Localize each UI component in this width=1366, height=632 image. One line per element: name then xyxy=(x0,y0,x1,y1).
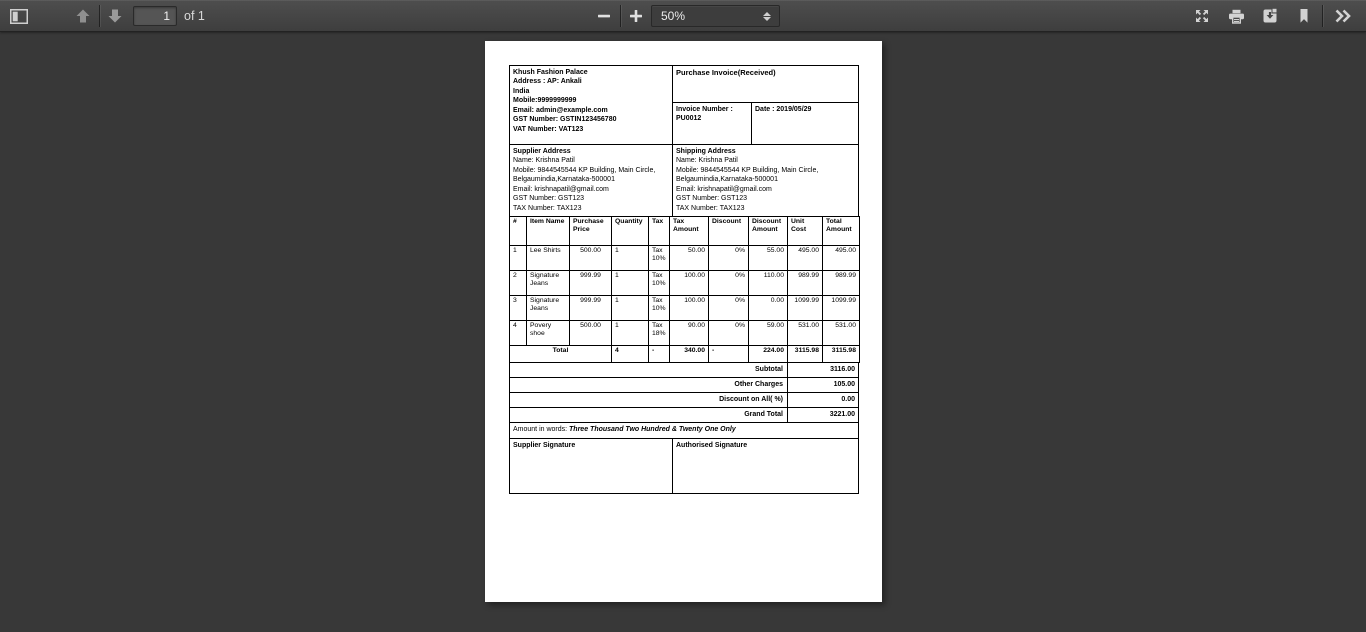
pdf-page xyxy=(485,41,882,602)
presentation-mode-icon xyxy=(1194,8,1210,24)
summary-row-grand-total: Grand Total 3221.00 xyxy=(509,407,859,423)
items-header-row: # Item Name Purchase Price Quantity Tax Tax Amount Discount Discount Amount Unit Cost Total Amount xyxy=(510,217,860,246)
company-name: Khush Fashion Palace xyxy=(513,69,588,76)
supplier-signature: Supplier Signature xyxy=(510,439,673,493)
zoom-select-value: 50% xyxy=(661,9,686,23)
zoom-in-icon xyxy=(628,8,644,24)
bookmark-icon xyxy=(1296,8,1312,24)
download-button[interactable] xyxy=(1257,3,1283,29)
item-row: 4 Povery shoe 500.00 1 Tax 18% 90.00 0% 59.00 531.00 531.00 xyxy=(510,321,860,346)
invoice-title: Purchase Invoice(Received) xyxy=(673,66,858,103)
items-total-row: Total 4 - 340.00 - 224.00 3115.98 3115.98 xyxy=(510,346,860,363)
toolbar-separator xyxy=(1322,5,1323,27)
more-tools-button[interactable] xyxy=(1330,3,1356,29)
signatures xyxy=(509,438,859,494)
page-up-button[interactable] xyxy=(70,3,96,29)
toolbar-separator xyxy=(99,5,100,27)
sidebar-toggle-button[interactable] xyxy=(6,3,32,29)
more-tools-icon xyxy=(1334,9,1352,23)
download-icon xyxy=(1262,8,1278,24)
amount-in-words: Amount in words: Three Thousand Two Hundred & Twenty One Only xyxy=(509,422,859,439)
invoice-date: Date : 2019/05/29 xyxy=(755,106,812,113)
zoom-select-spinner-icon xyxy=(763,12,779,21)
supplier-address: Supplier Address Name: Krishna Patil Mobile: 9844545544 KP Building, Main Circle, Belgaumindia,Karnataka-500001 Email: krishnapatil@gmail.com GST Number: GST123 TAX Number: TAX123 xyxy=(510,145,673,216)
item-row: 1 Lee Shirts 500.00 1 Tax 10% 50.00 0% 55.00 495.00 495.00 xyxy=(510,246,860,271)
zoom-select[interactable] xyxy=(651,5,780,27)
presentation-mode-button[interactable] xyxy=(1189,3,1215,29)
page-up-icon xyxy=(75,8,91,24)
summary-row-other-charges: Other Charges 105.00 xyxy=(509,377,859,393)
page-count-label: of 1 xyxy=(184,9,205,23)
addresses xyxy=(509,144,859,217)
authorised-signature: Authorised Signature xyxy=(676,442,748,449)
invoice-header xyxy=(509,65,859,145)
toolbar xyxy=(0,0,1366,32)
sidebar-toggle-icon xyxy=(10,9,28,24)
summary-row-discount: Discount on All( %) 0.00 xyxy=(509,392,859,408)
invoice-number: Invoice Number : PU0012 xyxy=(673,103,752,144)
print-icon xyxy=(1228,9,1245,24)
summary-row-subtotal: Subtotal 3116.00 xyxy=(509,362,859,378)
viewer-area[interactable] xyxy=(0,33,1366,632)
item-row: 3 Signature Jeans 999.99 1 Tax 10% 100.00 0% 0.00 1099.99 1099.99 xyxy=(510,296,860,321)
zoom-in-button[interactable] xyxy=(623,3,649,29)
zoom-out-button[interactable] xyxy=(591,3,617,29)
shipping-address: Shipping Address Name: Krishna Patil Mobile: 9844545544 KP Building, Main Circle, Belgaumindia,Karnataka-500001 Email: krishnapatil@gmail.com GST Number: GST123 TAX Number: TAX123 xyxy=(676,148,819,212)
items-table xyxy=(509,216,860,363)
zoom-out-icon xyxy=(596,8,612,24)
page-down-button[interactable] xyxy=(102,3,128,29)
page-number-input[interactable] xyxy=(133,6,177,26)
page-down-icon xyxy=(107,8,123,24)
item-row: 2 Signature Jeans 999.99 1 Tax 10% 100.00 0% 110.00 989.99 989.99 xyxy=(510,271,860,296)
print-button[interactable] xyxy=(1223,3,1249,29)
invoice xyxy=(509,65,859,494)
bookmark-button[interactable] xyxy=(1291,3,1317,29)
company-info: Khush Fashion Palace Address : AP: Ankali India Mobile:9999999999 Email: admin@example.com GST Number: GSTIN123456780 VAT Number: VAT123 xyxy=(510,66,673,144)
toolbar-separator xyxy=(620,5,621,27)
